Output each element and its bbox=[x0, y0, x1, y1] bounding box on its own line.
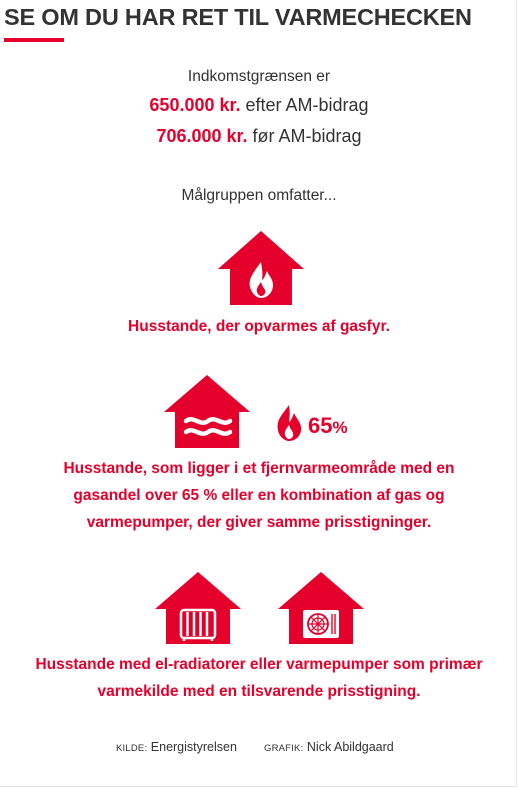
source-credit bbox=[116, 740, 237, 754]
gas-share-sign: % bbox=[332, 418, 348, 437]
income-amount-after-am: 650.000 kr. bbox=[149, 95, 241, 115]
title-underline bbox=[4, 38, 64, 42]
income-line-after-am bbox=[0, 95, 518, 116]
house-radiator-icon bbox=[155, 572, 241, 644]
target-item-gas: Husstande, der opvarmes af gasfyr. bbox=[128, 318, 390, 335]
house-flame-icon bbox=[218, 231, 304, 305]
gas-share-percent bbox=[308, 413, 348, 439]
gas-share-value: 65 bbox=[308, 413, 333, 438]
income-line-before-am bbox=[0, 126, 518, 147]
flame-icon bbox=[276, 405, 302, 441]
income-suffix-before-am: før AM-bidrag bbox=[247, 126, 362, 146]
source-name: Energistyrelsen bbox=[150, 740, 237, 754]
graphic-author: Nick Abildgaard bbox=[306, 740, 394, 754]
source-label: KILDE: bbox=[116, 743, 148, 754]
income-intro: Indkomstgrænsen er bbox=[187, 68, 331, 85]
target-item-district-heating: Husstande, som ligger i et fjernvarmeområde med en gasandel over 65 % eller en kombination af gas og varmepumper, der giver samme prisstigninger. bbox=[63, 460, 455, 531]
target-group-heading: Målgruppen omfatter... bbox=[181, 187, 337, 204]
income-suffix-after-am: efter AM-bidrag bbox=[240, 95, 369, 115]
income-amount-before-am: 706.000 kr. bbox=[156, 126, 248, 146]
house-district-heating-icon bbox=[164, 375, 250, 448]
house-heat-pump-icon bbox=[278, 572, 364, 644]
graphic-credit bbox=[264, 740, 394, 754]
page-title: SE OM DU HAR RET TIL VARMECHECKEN bbox=[4, 4, 472, 30]
graphic-label: GRAFIK: bbox=[264, 743, 304, 754]
target-item-electric-heating: Husstande med el-radiatorer eller varmepumper som primær varmekilde med en tilsvarende prisstigning. bbox=[35, 656, 483, 700]
